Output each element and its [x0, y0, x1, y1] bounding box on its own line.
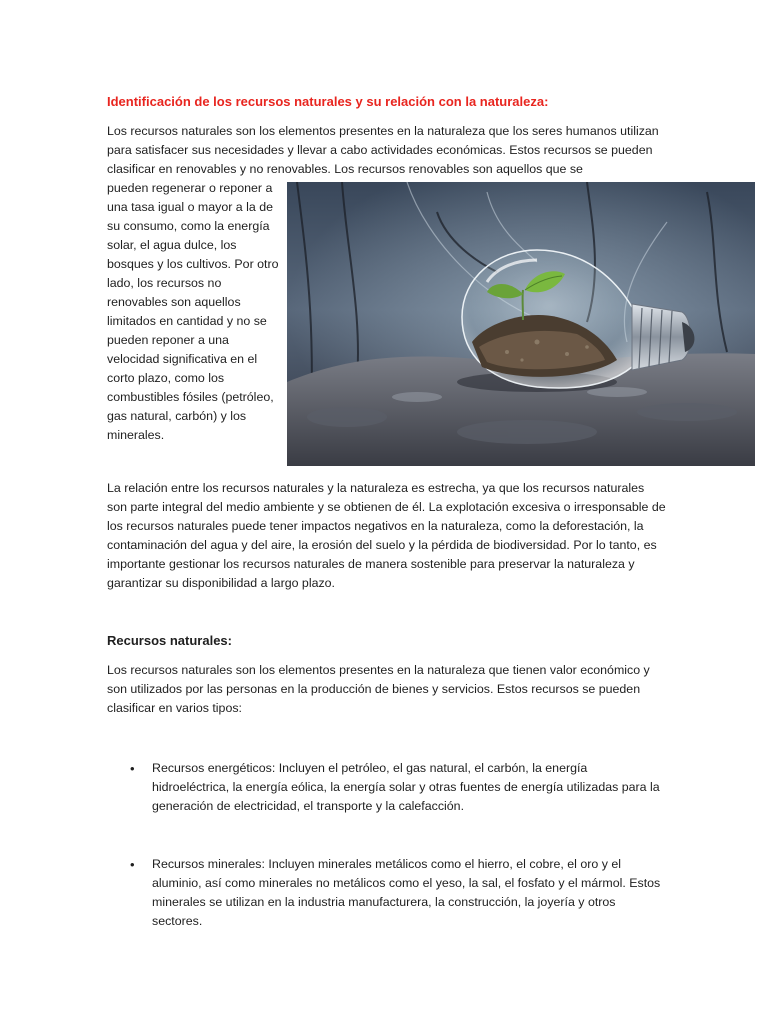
relation-paragraph: La relación entre los recursos naturales y la naturaleza es estrecha, ya que los recursos naturales son parte integral del medio ambiente y se obtienen de él. La explotación excesiva o irresponsable de los recursos naturales puede tener impactos negativos en la naturaleza, como la deforestación, la contaminación del agua y del aire, la erosión del suelo y la pérdida de biodiversidad. Por lo tanto, es importante gestionar los recursos naturales de manera sostenible para preservar la naturaleza y garantizar su disponibilidad a largo plazo.	[107, 481, 666, 590]
bullet-icon: •	[130, 857, 135, 872]
list-item-text: Recursos minerales: Incluyen minerales metálicos como el hierro, el cobre, el oro y el aluminio, así como minerales no metálicos como el yeso, la sal, el fosfato y el mármol. Estos minerales se utilizan en la industria manufacturera, la construcción, la joyería y otros sectores.	[152, 857, 661, 928]
document-heading: Identificación de los recursos naturales y su relación con la naturaleza:	[107, 94, 549, 109]
lightbulb-with-plant-photo	[287, 182, 755, 466]
intro-paragraph-wrapped: pueden regenerar o reponer a una tasa igual o mayor a la de su consumo, como la energía solar, el agua dulce, los bosques y los cultivos. Por otro lado, los recursos no renovables son aquellos limitados en cantidad y no se pueden reponer a una velocidad significativa en el corto plazo, como los combustibles fósiles (petróleo, gas natural, carbón) y los minerales.	[107, 181, 279, 442]
list-item-text: Recursos energéticos: Incluyen el petróleo, el gas natural, el carbón, la energía hidroeléctrica, la energía eólica, la energía solar y otras fuentes de energía utilizadas para la generación de electricidad, el transporte y la calefacción.	[152, 761, 660, 813]
intro-paragraph: Los recursos naturales son los elementos presentes en la naturaleza que los seres humanos utilizan para satisfacer sus necesidades y llevar a cabo actividades económicas. Estos recursos se pueden clasificar en renovables y no renovables. Los recursos renovables son aquellos que se	[107, 124, 659, 176]
section-intro-paragraph: Los recursos naturales son los elementos presentes en la naturaleza que tienen valor económico y son utilizados por las personas en la producción de bienes y servicios. Estos recursos se pueden clasificar en varios tipos:	[107, 663, 650, 715]
section-heading: Recursos naturales:	[107, 633, 232, 648]
list-item	[130, 855, 662, 931]
bullet-icon: •	[130, 761, 135, 776]
list-item	[130, 759, 662, 816]
